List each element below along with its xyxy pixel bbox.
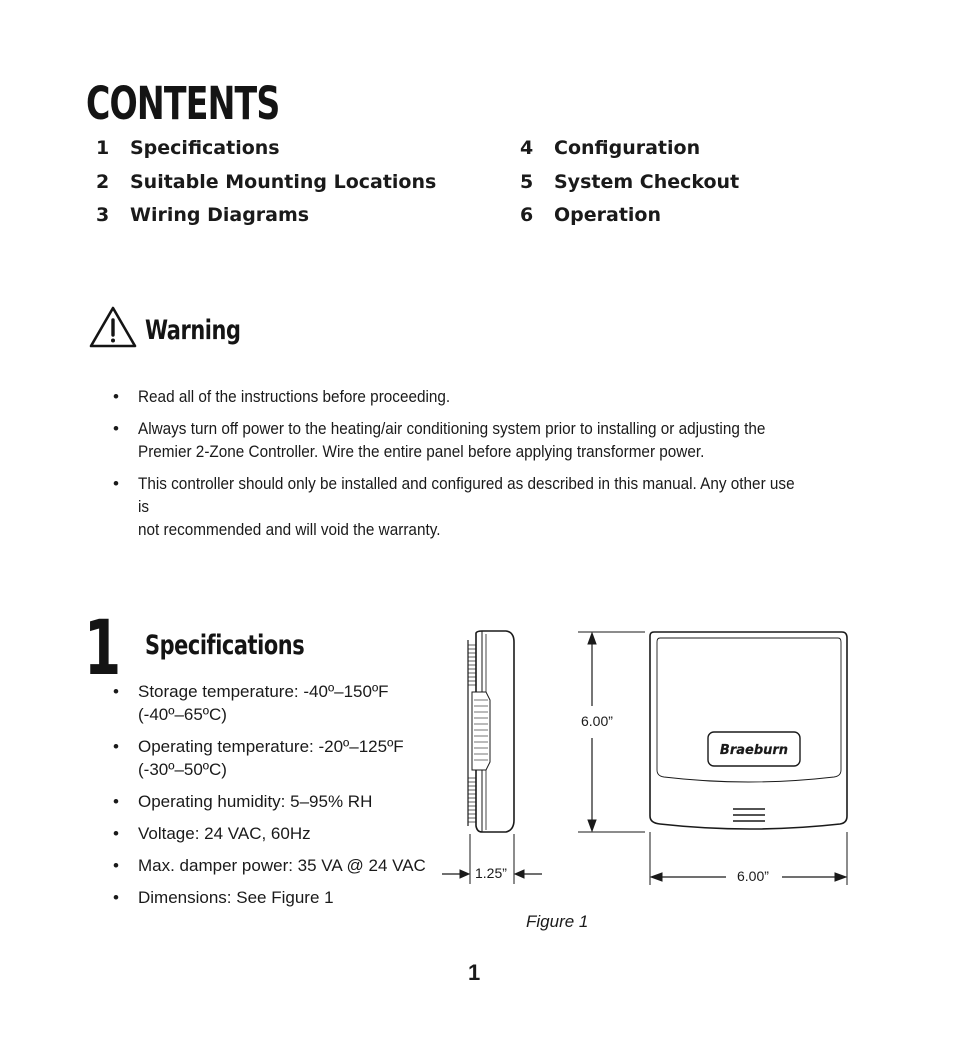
toc-label: Operation xyxy=(554,204,662,226)
toc-number: 5 xyxy=(520,171,534,193)
toc-label: Configuration xyxy=(554,137,701,159)
braeburn-logo: Braeburn xyxy=(719,743,789,758)
list-item xyxy=(113,822,433,845)
toc-item-wiring-diagrams[interactable] xyxy=(96,204,309,226)
front-view-drawing xyxy=(650,632,847,829)
list-item xyxy=(113,854,433,877)
list-item xyxy=(113,417,873,463)
toc-label: Suitable Mounting Locations xyxy=(130,171,437,193)
section-number: 1 xyxy=(84,603,122,692)
toc-number: 1 xyxy=(96,137,110,159)
bullet-text: Premier 2-Zone Controller. Wire the entire panel before applying transformer power. xyxy=(138,442,705,461)
toc-item-specifications[interactable] xyxy=(96,137,280,159)
bullet-text: Always turn off power to the heating/air conditioning system prior to installing or adjusting the xyxy=(138,419,766,438)
toc-number: 4 xyxy=(520,137,534,159)
bullet-text: not recommended and will void the warranty. xyxy=(138,520,441,539)
warning-triangle-icon xyxy=(88,305,138,349)
bullet-text: Operating temperature: -20º–125ºF xyxy=(138,737,404,756)
controller-dimensions-figure xyxy=(440,620,870,900)
toc-item-operation[interactable] xyxy=(520,204,661,226)
bullet-text: Read all of the instructions before proceeding. xyxy=(138,387,451,406)
toc-number: 2 xyxy=(96,171,110,193)
bullet-text: Dimensions: See Figure 1 xyxy=(138,888,334,907)
bullet-text: (-40º–65ºC) xyxy=(138,705,227,724)
height-label: 6.00” xyxy=(581,713,613,729)
bullet-text: (-30º–50ºC) xyxy=(138,760,227,779)
toc-item-mounting-locations[interactable] xyxy=(96,171,436,193)
warning-heading: Warning xyxy=(145,315,241,346)
warning-list xyxy=(113,385,873,550)
list-item xyxy=(113,735,433,781)
bullet-text: Storage temperature: -40º–150ºF xyxy=(138,682,389,701)
toc-item-configuration[interactable] xyxy=(520,137,700,159)
depth-label: 1.25” xyxy=(475,865,507,881)
list-item xyxy=(113,680,433,726)
figure-caption: Figure 1 xyxy=(526,912,589,931)
toc-item-system-checkout[interactable] xyxy=(520,171,739,193)
toc-label: System Checkout xyxy=(554,171,740,193)
bullet-text: Voltage: 24 VAC, 60Hz xyxy=(138,824,311,843)
bullet-text: Operating humidity: 5–95% RH xyxy=(138,792,373,811)
specifications-heading: Specifications xyxy=(145,630,305,661)
list-item xyxy=(113,886,433,909)
toc-number: 3 xyxy=(96,204,110,226)
side-view-drawing xyxy=(468,631,514,832)
bullet-text: This controller should only be installed and configured as described in this manual. Any other use is xyxy=(138,474,795,516)
page-number: 1 xyxy=(468,960,481,985)
width-label: 6.00” xyxy=(737,868,769,884)
toc-label: Wiring Diagrams xyxy=(130,204,310,226)
list-item xyxy=(113,385,873,408)
list-item xyxy=(113,790,433,813)
bullet-text: Max. damper power: 35 VA @ 24 VAC xyxy=(138,856,426,875)
list-item xyxy=(113,472,873,541)
height-dimension xyxy=(578,632,645,832)
toc-number: 6 xyxy=(520,204,534,226)
toc-label: Specifications xyxy=(130,137,280,159)
specifications-list xyxy=(113,680,433,918)
contents-title: CONTENTS xyxy=(86,77,280,130)
